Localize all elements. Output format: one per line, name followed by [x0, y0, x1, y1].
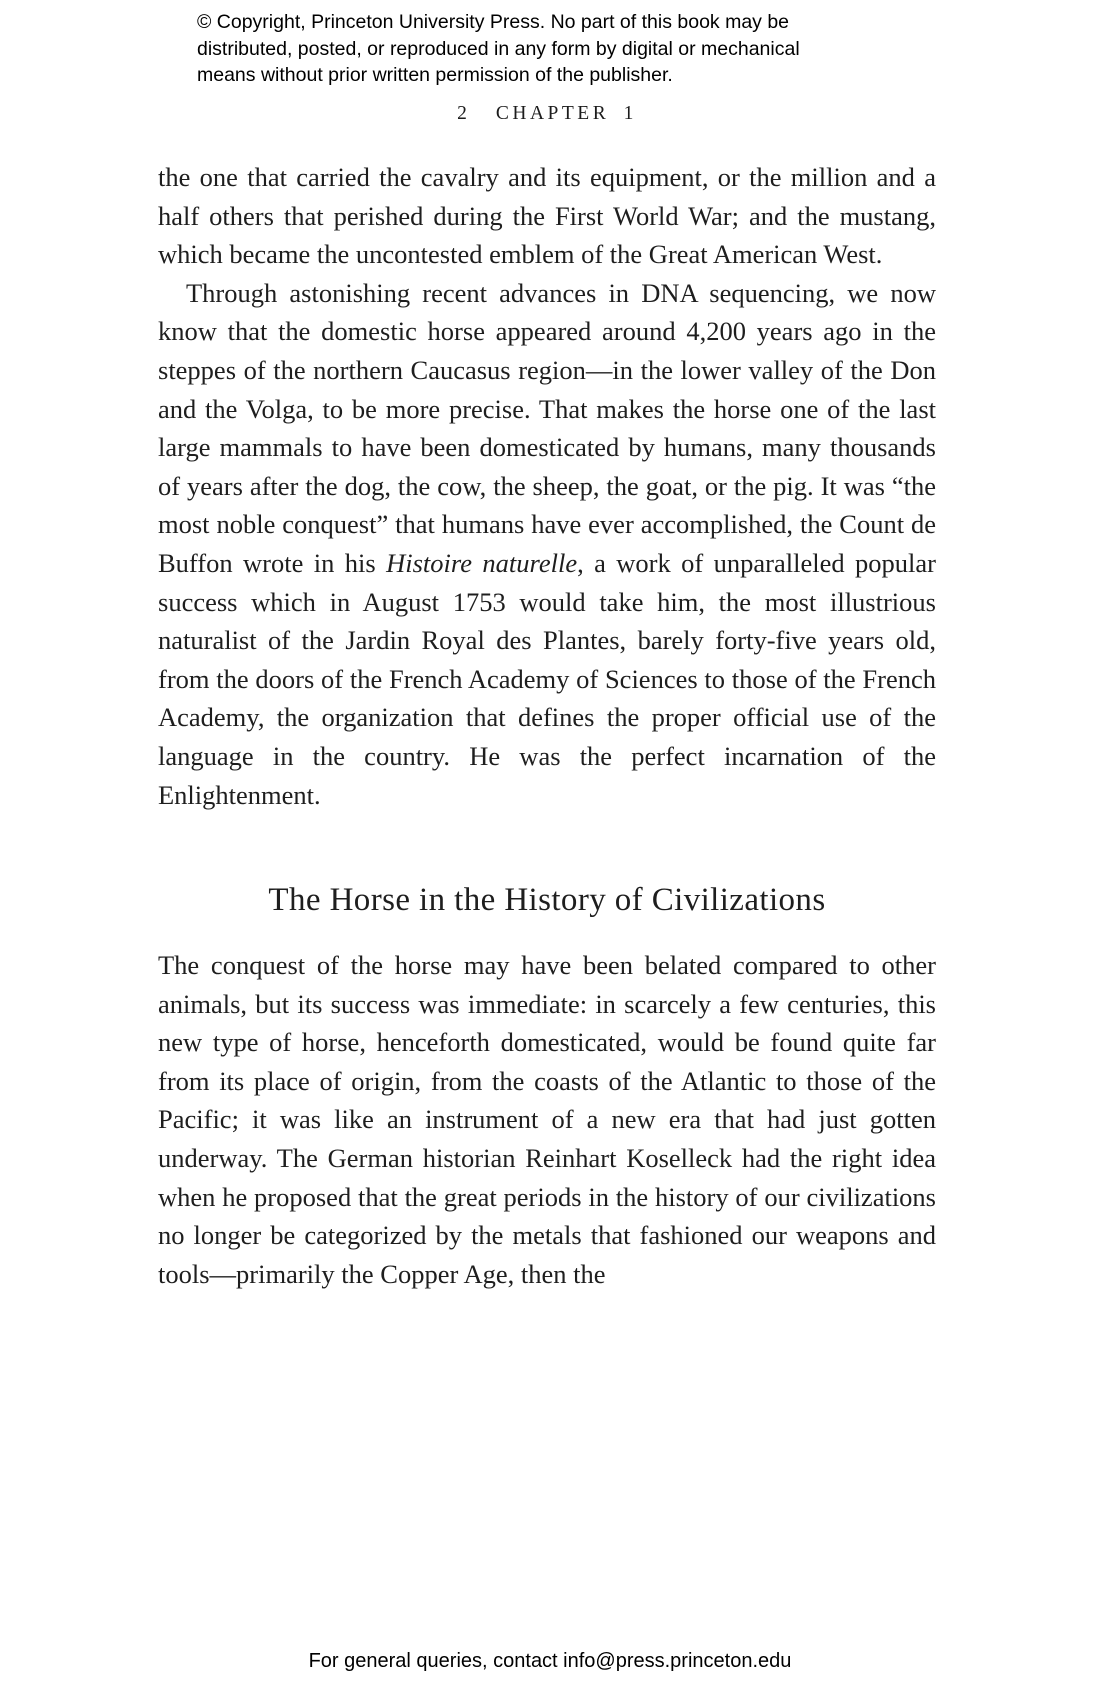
paragraph-2-text-before-italic: Through astonishing recent advances in DNA sequencing, we now know that the domestic horse appeared around 4,200 years ago in the steppes of the northern Caucasus region—in the lower valley of the Don and the Volga, to be more precise. That makes the horse one of the last large mammals to have been domesticated by humans, many thousands of years after the dog, the cow, the sheep, the goat, or the pig. It was “the most noble conquest” that humans have ever accomplished, the Count de Buffon wrote in his: [158, 277, 936, 578]
paragraph-2-text-after-italic: , a work of unparalleled popular success which in August 1753 would take him, the most illustrious naturalist of the Jardin Royal des Plantes, barely forty-five years old, from the doors of the French Academy of Sciences to those of the French Academy, the organization that defines the proper official use of the language in the country. He was the perfect incarnation of the Enlightenment.: [158, 547, 936, 810]
section-heading: The Horse in the History of Civilizations: [268, 882, 826, 919]
running-head: [158, 103, 936, 125]
body-text-column: [158, 158, 936, 1293]
paragraph-dna-sequencing: [158, 274, 936, 814]
book-title-histoire-naturelle: Histoire naturelle: [386, 547, 578, 578]
chapter-label: CHAPTER 1: [495, 103, 637, 124]
footer-contact-line: For general queries, contact info@press.princeton.edu: [308, 1650, 792, 1672]
paragraph-continuation: the one that carried the cavalry and its equipment, or the million and a half others that perished during the First World War; and the mustang, which became the uncontested emblem of the Great American West.: [158, 162, 936, 270]
paragraph-conquest-of-horse: The conquest of the horse may have been belated compared to other animals, but its success was immediate: in scarcely a few centuries, this new type of horse, henceforth domesticated, would be found quite far from its place of origin, from the coasts of the Atlantic to those of the Pacific; it was like an instrument of a new era that had just gotten underway. The German historian Reinhart Koselleck had the right idea when he proposed that the great periods in the history of our civilizations no longer be categorized by the metals that fashioned our weapons and tools—primarily the Copper Age, then the: [158, 950, 936, 1289]
page-number: 2: [457, 103, 468, 124]
copyright-notice: © Copyright, Princeton University Press. No part of this book may be distributed, posted, or reproduced in any form by digital or mechanical means without prior written permission of the publisher.: [197, 11, 800, 86]
